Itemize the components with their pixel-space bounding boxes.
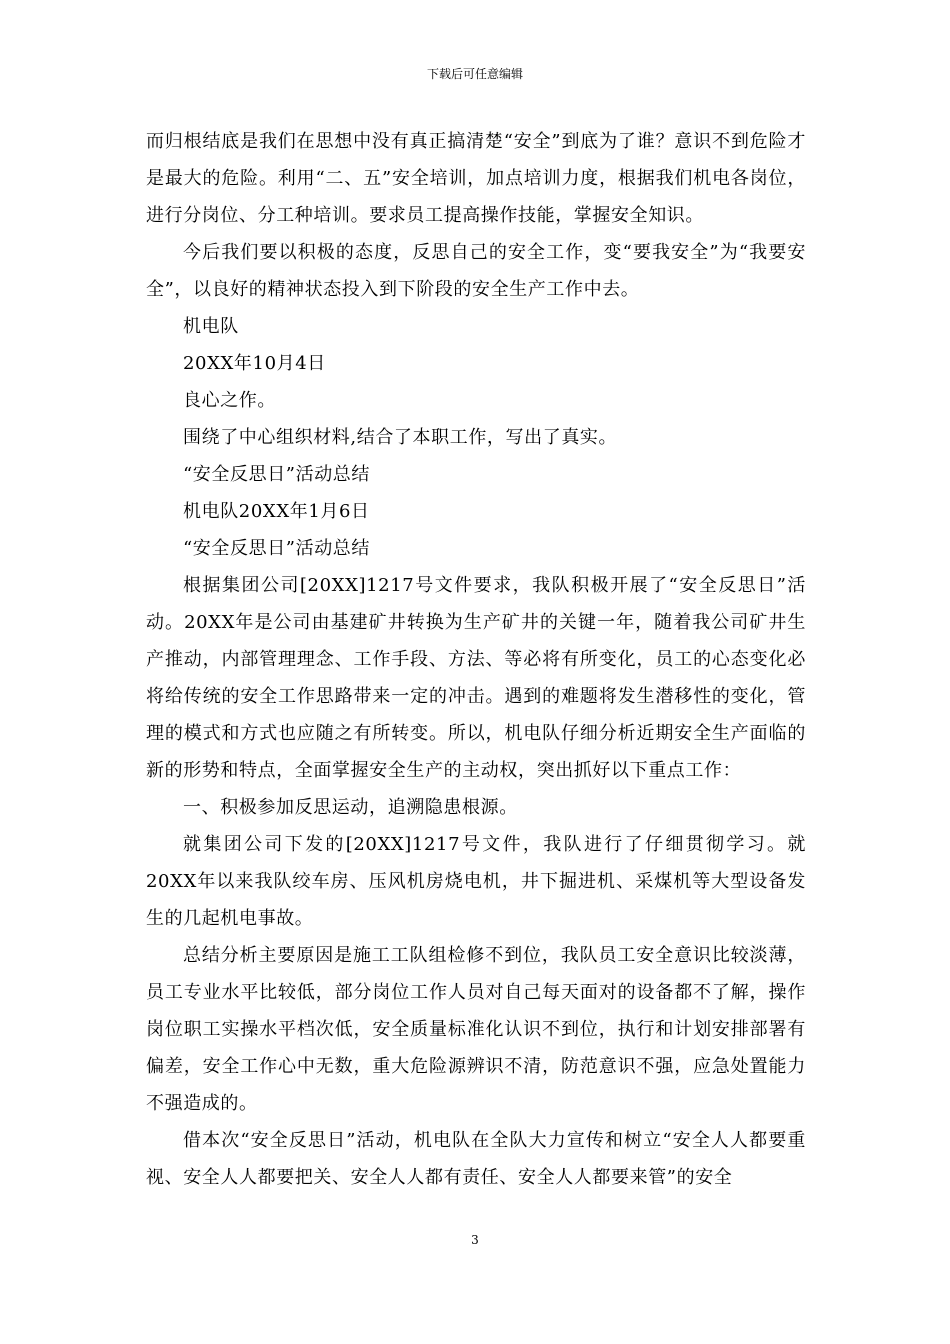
- page-header: 下载后可任意编辑: [426, 67, 523, 81]
- paragraph: 今后我们要以积极的态度，反思自己的安全工作，变“要我安全”为“我要安全”，以良好的精神状态投入到下阶段的安全生产工作中去。: [146, 242, 806, 300]
- page-number: 3: [471, 1233, 479, 1247]
- subheading: 一、积极参加反思运动，追溯隐患根源。: [183, 797, 518, 818]
- paragraph: 围绕了中心组织材料,结合了本职工作，写出了真实。: [183, 427, 618, 448]
- paragraph: 良心之作。: [183, 390, 276, 411]
- signature-date: 20XX年10月4日: [183, 353, 326, 374]
- document-body: [146, 123, 806, 1196]
- paragraph: 根据集团公司[20XX]1217号文件要求，我队积极开展了“安全反思日”活动。20XX年是公司由基建矿井转换为生产矿井的关键一年，随着我公司矿井生产推动，内部管理理念、工作手段、方法、等必将有所变化，员工的心态变化必将给传统的安全工作思路带来一定的冲击。遇到的难题将发生潜移性的变化，管理的模式和方式也应随之有所转变。所以，机电队仔细分析近期安全生产面临的新的形势和特点，全面掌握安全生产的主动权，突出抓好以下重点工作：: [146, 575, 806, 781]
- section-title: “安全反思日”活动总结: [183, 464, 371, 485]
- signature-org: 机电队: [183, 316, 239, 337]
- paragraph: 借本次“安全反思日”活动，机电队在全队大力宣传和树立“安全人人都要重视、安全人人都要把关、安全人人都有责任、安全人人都要来管”的安全: [146, 1130, 806, 1188]
- author-date-line: 机电队20XX年1月6日: [183, 501, 370, 522]
- paragraph: 而归根结底是我们在思想中没有真正搞清楚“安全”到底为了谁？意识不到危险才是最大的危险。利用“二、五”安全培训，加点培训力度，根据我们机电各岗位，进行分岗位、分工种培训。要求员工提高操作技能，掌握安全知识。: [146, 131, 806, 226]
- section-title: “安全反思日”活动总结: [183, 538, 371, 559]
- paragraph: 就集团公司下发的[20XX]1217号文件，我队进行了仔细贯彻学习。就20XX年以来我队绞车房、压风机房烧电机，井下掘进机、采煤机等大型设备发生的几起机电事故。: [146, 834, 806, 929]
- paragraph: 总结分析主要原因是施工工队组检修不到位，我队员工安全意识比较淡薄，员工专业水平比较低，部分岗位工作人员对自己每天面对的设备都不了解，操作岗位职工实操水平档次低，安全质量标准化认识不到位，执行和计划安排部署有偏差，安全工作心中无数，重大危险源辨识不清，防范意识不强，应急处置能力不强造成的。: [146, 945, 806, 1114]
